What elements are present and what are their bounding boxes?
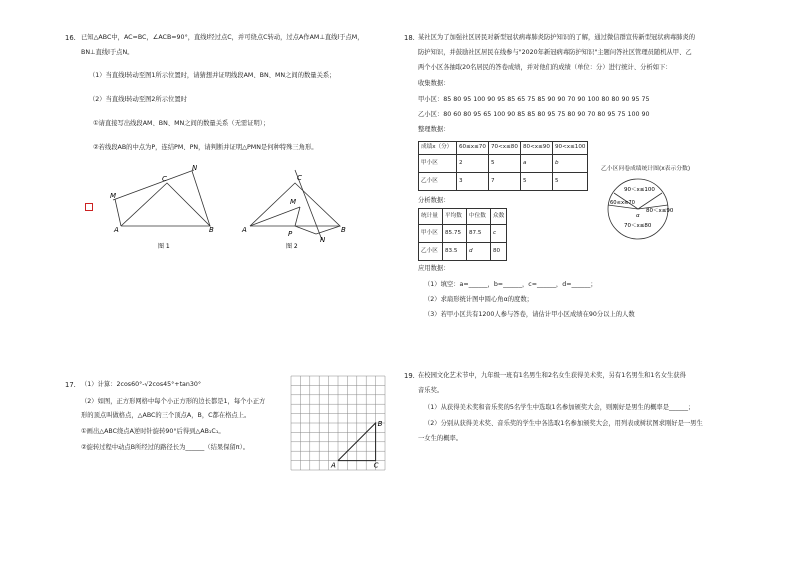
sub-question: （3）若甲小区共有1200人参与答卷，请估计甲小区成绩在90分以上的人数 [424, 311, 635, 318]
sub-question: ②旋转过程中动点B所经过的路径长为______（结果保留π）。 [81, 444, 250, 451]
sub-question: 一女生的概率。 [418, 435, 463, 442]
angle-alpha-label: α [636, 213, 640, 219]
pie-chart [584, 174, 694, 244]
table-cell: 3 [457, 173, 489, 191]
table-cell: 83.5 [443, 243, 467, 261]
question-stem: 已知△ABC中，AC=BC，∠ACB=90°，直线l经过点C，并可绕点C转动，过点A作AM⊥直线l于点M， [81, 34, 364, 41]
marker-icon [85, 203, 93, 211]
question-stem: 两个小区各抽取20名居民的答卷成绩，并对他们的成绩（单位：分）进行统计、分析如下： [418, 64, 672, 71]
table-cell: 平均数 [443, 209, 467, 225]
table-header-row [419, 209, 507, 225]
table-cell: 统计量 [419, 209, 443, 225]
label-B: B [377, 420, 383, 428]
table-cell: a [521, 155, 553, 173]
label-A: A [114, 226, 119, 234]
table-cell: 5 [521, 173, 553, 191]
section-title: 分析数据： [418, 197, 450, 204]
label-M: M [290, 198, 297, 206]
label-A: A [242, 226, 247, 234]
section-title: 整理数据： [418, 126, 450, 133]
label-C: C [373, 461, 379, 470]
table-cell: 中位数 [467, 209, 491, 225]
question-stem: 音乐奖。 [418, 387, 444, 394]
table-cell: 5 [553, 173, 588, 191]
table-cell: 乙小区 [419, 243, 443, 261]
figure-1 [108, 160, 228, 252]
label-B: B [341, 226, 346, 234]
label-A: A [331, 461, 336, 470]
data-line-jia: 甲小区：85 80 95 100 90 95 85 65 75 85 90 90 70 90 100 80 80 90 95 75 [418, 96, 650, 103]
pie-label: 80＜x≤90 [646, 208, 674, 214]
question-stem: BN⊥直线l于点N。 [81, 49, 134, 56]
question-number: 17. [65, 381, 76, 389]
label-B: B [209, 226, 214, 234]
table-row [419, 243, 507, 261]
section-title: 收集数据： [418, 80, 450, 87]
question-stem: 在校园文化艺术节中，九年级一班有1名男生和2名女生获得美术奖，另有1名男生和1名女生获得 [418, 372, 686, 379]
table-cell: 甲小区 [419, 155, 457, 173]
table-header-row [419, 142, 588, 155]
sub-question: ①画出△ABC绕点A逆时针旋转90°后得到△AB₁C₁。 [81, 428, 225, 435]
table-cell: 90<x≤100 [553, 142, 588, 155]
sub-question: 形的顶点叫做格点，△ABC的三个顶点A，B，C都在格点上。 [81, 412, 251, 419]
table-cell: c [491, 225, 507, 243]
label-N: N [320, 236, 326, 244]
table-cell: 7 [489, 173, 521, 191]
table-row [419, 173, 588, 191]
label-M: M [110, 192, 117, 200]
label-N: N [192, 164, 198, 172]
table-cell: d [467, 243, 491, 261]
frequency-table [418, 141, 588, 191]
sub-question: ①请直接写出线段AM、BN、MN之间的数量关系（无需证明）； [93, 120, 270, 127]
question-number: 16. [65, 34, 76, 42]
question-stem: 防护知识，并鼓励社区居民在线参与"2020年新冠病毒防护知识"主题问答社区管理员随机从甲、乙 [418, 49, 692, 56]
table-cell: 众数 [491, 209, 507, 225]
table-cell: 85.75 [443, 225, 467, 243]
pie-label: 60≤x≤70 [610, 200, 635, 206]
table-cell: 2 [457, 155, 489, 173]
table-cell: 80 [491, 243, 507, 261]
table-cell: 87.5 [467, 225, 491, 243]
sub-question: （1）填空：a=______，b=______，c=______，d=______； [424, 281, 597, 288]
square-grid [288, 374, 392, 472]
label-C: C [297, 174, 302, 182]
table-cell: 5 [489, 155, 521, 173]
figure-2 [240, 160, 355, 252]
data-line-yi: 乙小区：80 60 80 95 65 100 90 85 85 80 95 75 80 90 70 80 95 75 100 90 [418, 111, 650, 118]
pie-title: 乙小区问卷成绩统计图(x表示分数) [601, 166, 691, 172]
table-cell: 80<x≤90 [521, 142, 553, 155]
statistics-table [418, 208, 507, 261]
table-cell: 70<x≤80 [489, 142, 521, 155]
sub-question: （1）当直线l转动至图1所示位置时，请猜想并证明线段AM、BN、MN之间的数量关系； [89, 72, 336, 79]
section-title: 应用数据： [418, 265, 450, 272]
sub-question: （2）如图，正方形网格中每个小正方形的边长都是1，每个小正方 [81, 398, 266, 405]
table-cell: 乙小区 [419, 173, 457, 191]
pie-label: 90＜x≤100 [624, 187, 655, 193]
question-number: 19. [404, 372, 415, 380]
sub-question: ②若线段AB的中点为P，连结PM、PN，请判断并证明△PMN是何种特殊三角形。 [93, 144, 318, 151]
figure-caption: 图 2 [286, 243, 298, 250]
question-number: 18. [404, 34, 415, 42]
table-cell: 甲小区 [419, 225, 443, 243]
sub-question: （1）从获得美术奖和音乐奖的5名学生中选取1名参加颁奖大会，则刚好是男生的概率是______； [424, 404, 695, 411]
table-cell: 60≤x≤70 [457, 142, 489, 155]
table-cell: 成绩x（分） [419, 142, 457, 155]
table-cell: b [553, 155, 588, 173]
pie-label: 70＜x≤80 [624, 223, 652, 229]
label-P: P [288, 230, 293, 238]
figure-caption: 图 1 [158, 243, 170, 250]
sub-question: （2）当直线l转动至图2所示位置时 [89, 96, 187, 103]
question-stem: 某社区为了加强社区居民对新型冠状病毒肺炎防护知识的了解，通过微信群宣传新型冠状病毒肺炎的 [418, 34, 696, 41]
sub-question: （2）求扇形统计图中圆心角α的度数； [424, 296, 533, 303]
sub-question: （2）分别从获得美术奖、音乐奖的学生中各选取1名参加颁奖大会，用列表或树状图求刚好是一男生 [424, 420, 703, 427]
sub-question: （1）计算：2cos60°-√2cos45°+tan30° [81, 381, 202, 388]
table-row [419, 225, 507, 243]
label-C: C [162, 175, 167, 183]
table-row [419, 155, 588, 173]
